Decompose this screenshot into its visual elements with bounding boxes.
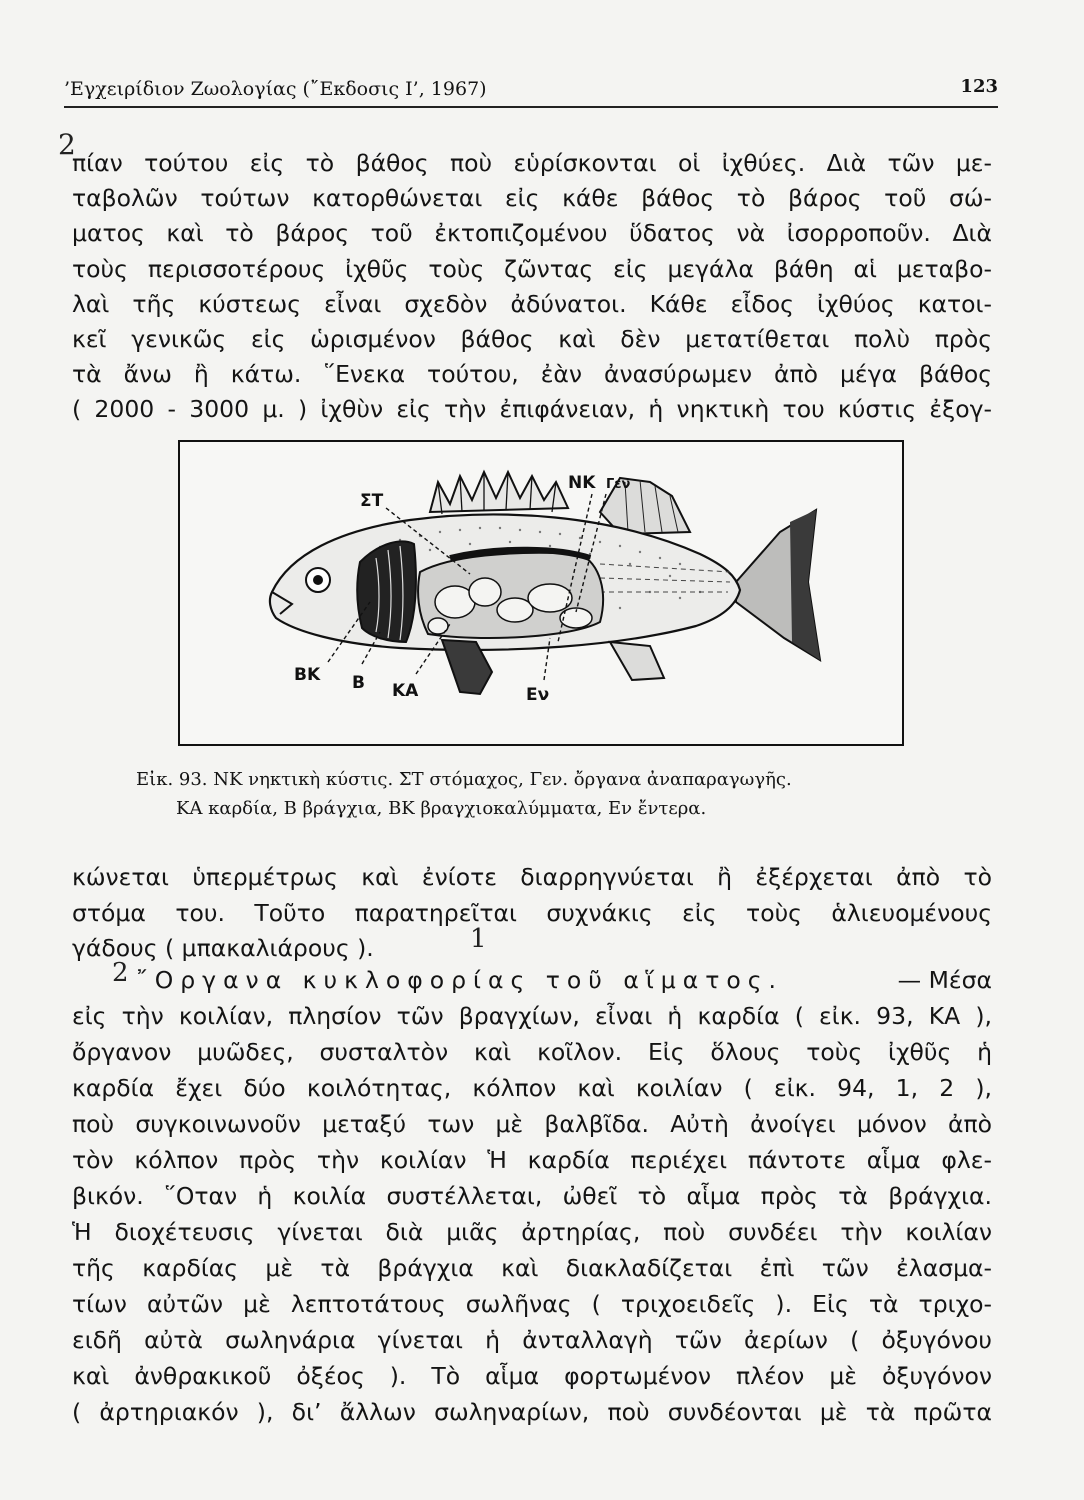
figure-caption-line-2: ΚΑ καρδία, Β βράγχια, ΒΚ βραγχιοκαλύμματα, Εν ἔντερα. — [176, 798, 707, 819]
fish-figure — [178, 440, 904, 746]
text-line: ματος καὶ τὸ βάρος τοῦ ἐκτοπιζομένου ὕδατος νὰ ἰσορροποῦν. Διὰ — [72, 219, 992, 248]
page-number: 123 — [960, 76, 998, 97]
margin-mark: 2 — [58, 128, 76, 161]
text-line: ποὺ συγκοινωνοῦν μεταξύ των μὲ βαλβῖδα. Αὐτὴ ἀνοίγει μόνον ἀπὸ — [72, 1110, 992, 1138]
fish-illustration — [180, 442, 902, 744]
heading-continuation: — Μέσα — [897, 966, 992, 994]
text-line: ὄργανον μυῶδες, συσταλτὸν καὶ κοῖλον. Εἰς ὅλους τοὺς ἰχθῦς ἡ — [72, 1038, 992, 1066]
label-en: Εν — [526, 685, 550, 705]
text-line: ( 2000 - 3000 μ. ) ἰχθὺν εἰς τὴν ἐπιφάνειαν, ἡ νηκτικὴ του κύστις ἐξογ- — [72, 395, 992, 424]
margin-mark: 1 — [470, 924, 487, 954]
book-title: ’Εγχειρίδιον Ζωολογίας (῎Εκδοσις Ι’, 1967) — [64, 78, 487, 100]
paragraph-2 — [72, 860, 992, 967]
dorsal-fin — [430, 472, 568, 512]
text-line: τοὺς περισσοτέρους ἰχθῦς τοὺς ζῶντας εἰς μεγάλα βάθη αἱ μεταβο- — [72, 254, 992, 283]
label-bk: ΒΚ — [294, 665, 321, 685]
anal-fin — [610, 642, 664, 680]
text-line: βικόν. ῞Οταν ἡ κοιλία συστέλλεται, ὠθεῖ τὸ αἷμα πρὸς τὰ βράγχια. — [72, 1182, 992, 1210]
label-b: Β — [352, 673, 365, 693]
paragraph-3 — [72, 962, 992, 1430]
label-nk: ΝΚ — [568, 473, 596, 493]
text-line: λαὶ τῆς κύστεως εἶναι σχεδὸν ἀδύνατοι. Κάθε εἶδος ἰχθύος κατοι- — [72, 289, 992, 318]
section-heading: ῎Οργανα κυκλοφορίας τοῦ αἵματος. — [136, 966, 783, 994]
label-ka: ΚΑ — [392, 681, 419, 701]
text-line: γάδους ( μπακαλιάρους ). — [72, 934, 374, 963]
text-line: τῆς καρδίας μὲ τὰ βράγχια καὶ διακλαδίζεται ἐπὶ τῶν ἐλασμα- — [72, 1254, 992, 1282]
text-line: τὰ ἄνω ἢ κάτω. ῞Ενεκα τούτου, ἐὰν ἀνασύρωμεν ἀπὸ μέγα βάθος — [72, 360, 992, 389]
text-line: ειδῆ αὐτὰ σωληνάρια γίνεται ἡ ἀνταλλαγὴ τῶν ἀερίων ( ὀξυγόνου — [72, 1326, 992, 1354]
text-line: καρδία ἔχει δύο κοιλότητας, κόλπον καὶ κοιλίαν ( εἰκ. 94, 1, 2 ), — [72, 1074, 992, 1102]
text-line: κεῖ γενικῶς εἰς ὡρισμένον βάθος καὶ δὲν μετατίθεται πολὺ πρὸς — [72, 324, 992, 353]
section-heading-line — [72, 962, 992, 998]
text-line: τὸν κόλπον πρὸς τὴν κοιλίαν Ἡ καρδία περιέχει πάντοτε αἷμα φλε- — [72, 1146, 992, 1174]
label-st: ΣΤ — [360, 491, 384, 511]
margin-mark: 2 — [112, 958, 129, 988]
text-line: εἰς τὴν κοιλίαν, πλησίον τῶν βραγχίων, εἶναι ἡ καρδία ( εἰκ. 93, ΚΑ ), — [72, 1002, 992, 1030]
text-line: καὶ ἀνθρακικοῦ ὀξέος ). Τὸ αἷμα φορτωμένον πλέον μὲ ὀξυγόνον — [72, 1362, 992, 1390]
text-line: Ἡ διοχέτευσις γίνεται διὰ μιᾶς ἀρτηρίας, ποὺ συνδέει τὴν κοιλίαν — [72, 1218, 992, 1246]
text-line: τίων αὐτῶν μὲ λεπτοτάτους σωλῆνας ( τριχοειδεῖς ). Εἰς τὰ τριχο- — [72, 1290, 992, 1318]
paragraph-1 — [72, 146, 992, 428]
running-header — [64, 76, 998, 108]
text-line: πίαν τούτου εἰς τὸ βάθος ποὺ εὑρίσκονται οἱ ἰχθύες. Διὰ τῶν με- — [72, 149, 992, 177]
text-line: ( ἀρτηριακόν ), δι’ ἄλλων σωληναρίων, ποὺ συνδέονται μὲ τὰ πρῶτα — [72, 1398, 992, 1426]
text-line: ταβολῶν τούτων κατορθώνεται εἰς κάθε βάθος τὸ βάρος τοῦ σώ- — [72, 184, 992, 213]
label-gen: Γεν — [606, 477, 631, 492]
text-line: κώνεται ὑπερμέτρως καὶ ἐνίοτε διαρρηγνύεται ἢ ἐξέρχεται ἀπὸ τὸ — [72, 863, 992, 891]
gill-cover — [357, 541, 416, 642]
text-line: στόμα του. Τοῦτο παρατηρεῖται συχνάκις εἰς τοὺς ἁλιευομένους — [72, 898, 992, 927]
figure-caption-line-1: Εἰκ. 93. ΝΚ νηκτικὴ κύστις. ΣΤ στόμαχος, Γεν. ὄργανα ἀναπαραγωγῆς. — [136, 769, 792, 790]
